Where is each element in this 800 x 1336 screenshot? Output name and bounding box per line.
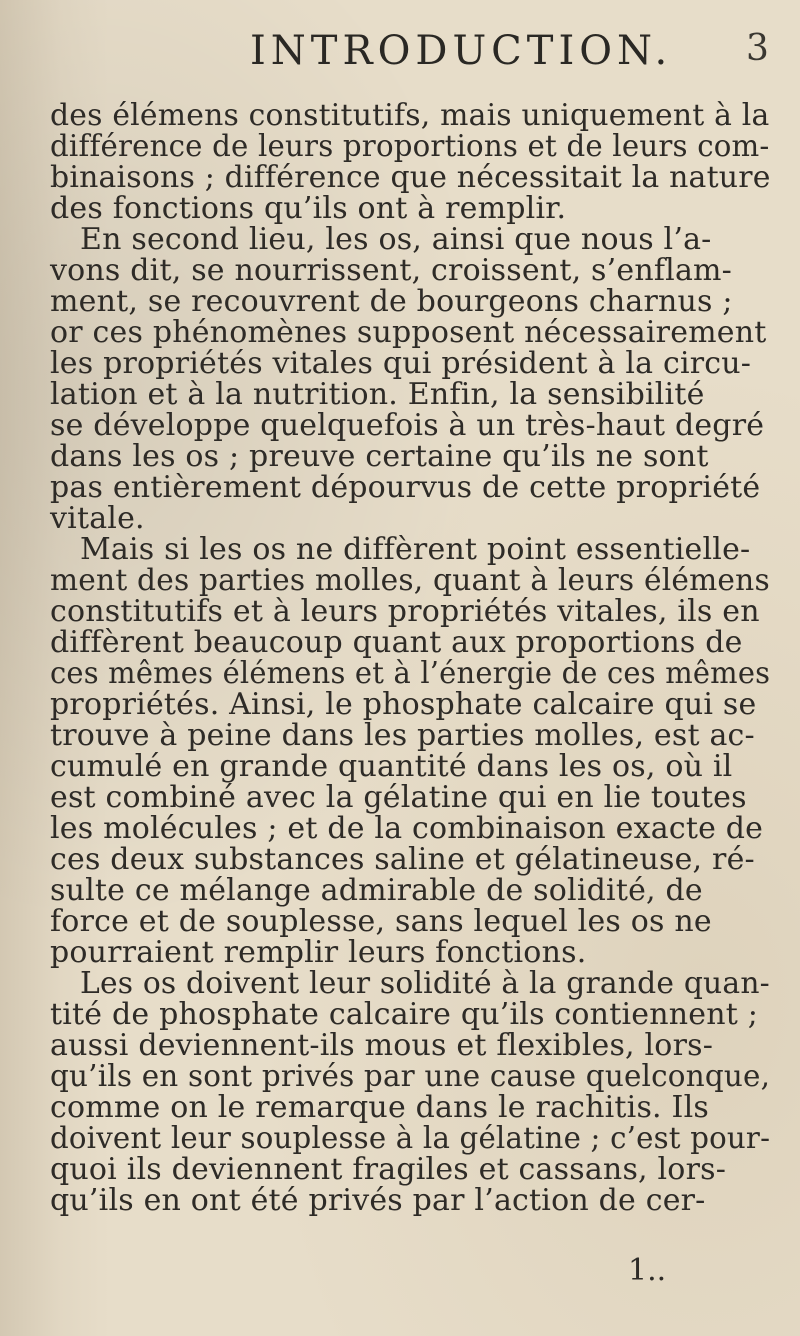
text-line: trouve à peine dans les parties molles, est ac-: [50, 718, 755, 753]
text-line: cumulé en grande quantité dans les os, où il: [50, 749, 733, 784]
text-line: vons dit, se nourrissent, croissent, s’enflam-: [50, 253, 733, 288]
text-line: lation et à la nutrition. Enfin, la sensibilité: [50, 377, 705, 412]
text-line: vitale.: [50, 501, 145, 536]
text-line: force et de souplesse, sans lequel les os ne: [50, 904, 712, 939]
text-line: Mais si les os ne diffèrent point essentielle-: [80, 532, 751, 567]
text-line: ment, se recouvrent de bourgeons charnus ;: [50, 284, 733, 319]
text-line: propriétés. Ainsi, le phosphate calcaire qui se: [50, 687, 757, 722]
text-line: ces mêmes élémens et à l’énergie de ces mêmes: [50, 656, 771, 691]
text-line: est combiné avec la gélatine qui en lie toutes: [50, 780, 747, 815]
text-line: binaisons ; différence que nécessitait la nature: [50, 160, 771, 195]
text-line: Les os doivent leur solidité à la grande quan-: [80, 966, 770, 1001]
catchword: 1..: [628, 1253, 667, 1288]
text-line: se développe quelquefois à un très-haut degré: [50, 408, 765, 443]
chapter-title: INTRODUCTION.: [250, 28, 673, 74]
text-line: les molécules ; et de la combinaison exacte de: [50, 811, 764, 846]
text-line: dans les os ; preuve certaine qu’ils ne sont: [50, 439, 709, 474]
text-line: En second lieu, les os, ainsi que nous l’a-: [80, 222, 712, 257]
text-line: sulte ce mélange admirable de solidité, de: [50, 873, 703, 908]
text-line: des élémens constitutifs, mais uniquement à la: [50, 98, 770, 133]
text-line: constitutifs et à leurs propriétés vitales, ils en: [50, 594, 760, 629]
text-line: aussi deviennent-ils mous et flexibles, lors-: [50, 1028, 714, 1063]
text-line: doivent leur souplesse à la gélatine ; c’est pour-: [50, 1121, 771, 1156]
running-head: [0, 18, 800, 78]
text-line: ces deux substances saline et gélatineuse, ré-: [50, 842, 755, 877]
text-line: qu’ils en ont été privés par l’action de cer-: [50, 1183, 706, 1218]
text-line: ment des parties molles, quant à leurs élémens: [50, 563, 770, 598]
text-line: pourraient remplir leurs fonctions.: [50, 935, 587, 970]
text-line: tité de phosphate calcaire qu’ils contiennent ;: [50, 997, 759, 1032]
text-line: les propriétés vitales qui président à la circu-: [50, 346, 752, 381]
text-line: or ces phénomènes supposent nécessairement: [50, 315, 767, 350]
text-line: des fonctions qu’ils ont à remplir.: [50, 191, 567, 226]
text-line: qu’ils en sont privés par une cause quelconque,: [50, 1059, 771, 1094]
text-line: différence de leurs proportions et de leurs com-: [50, 129, 770, 164]
text-line: quoi ils deviennent fragiles et cassans, lors-: [50, 1152, 727, 1187]
page-number: 3: [746, 28, 769, 69]
text-line: comme on le remarque dans le rachitis. Ils: [50, 1090, 709, 1125]
text-line: diffèrent beaucoup quant aux proportions de: [50, 625, 743, 660]
text-line: pas entièrement dépourvus de cette propriété: [50, 470, 761, 505]
